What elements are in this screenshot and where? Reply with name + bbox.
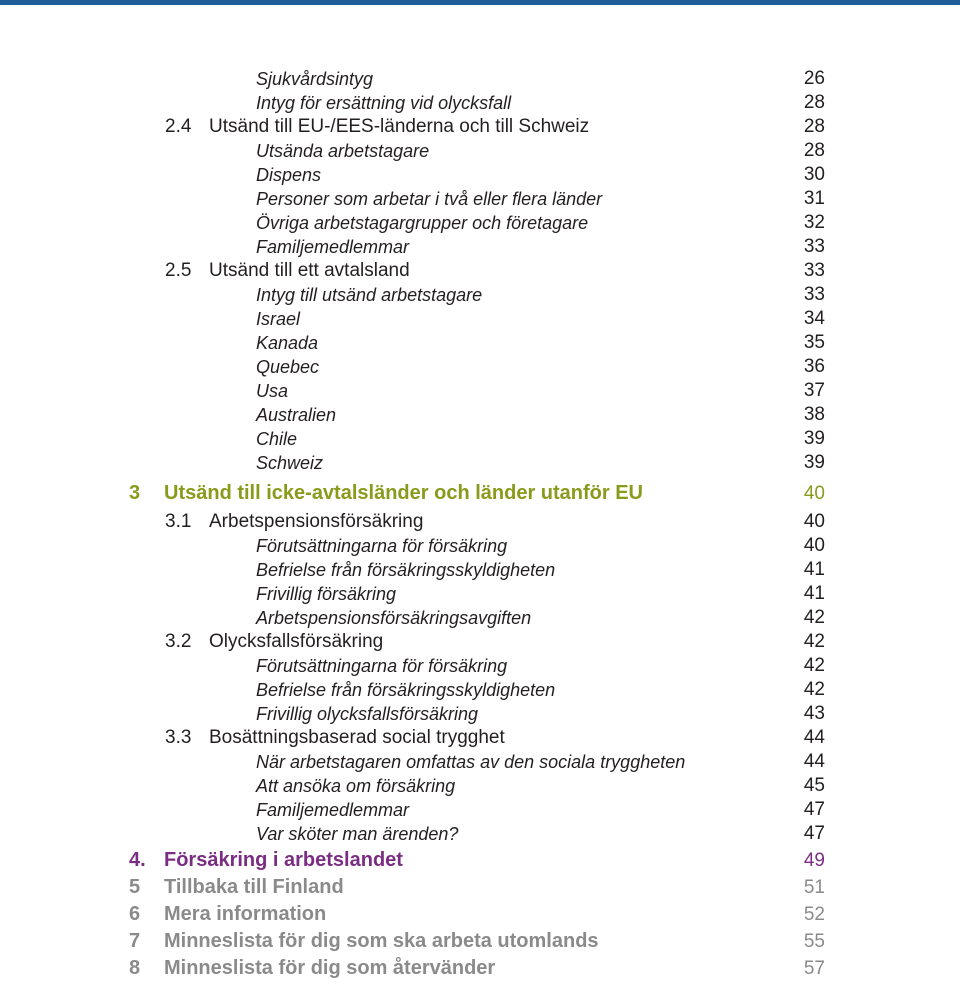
toc-entry [0,67,960,91]
toc-entry-page: 38 [803,404,825,425]
toc-entry [0,235,960,259]
toc-entry-title: Familjemedlemmar [256,800,410,820]
toc-entry [0,558,960,582]
toc-entry [0,187,960,211]
toc-entry-title: Mera information [164,903,327,925]
toc-entry-page: 36 [803,356,825,377]
toc-entry-title: Tillbaka till Finland [164,876,344,898]
toc-entry-page: 34 [803,308,825,329]
toc-entry-page: 49 [803,850,825,871]
toc-entry [0,901,960,928]
toc-entry-number: 8 [129,957,141,979]
toc-entry [0,259,960,283]
toc-entry-page: 28 [803,92,825,113]
toc-entry-title: Utsända arbetstagare [256,141,430,161]
toc-entry-title: Frivillig försäkring [256,584,397,604]
toc-entry-page: 47 [803,799,825,820]
toc-entry-page: 45 [803,775,825,796]
toc-entry-title: Utsänd till EU-/EES-länderna och till Schweiz [209,116,590,137]
toc-entry-page: 42 [803,631,825,652]
toc-entry [0,726,960,750]
toc-entry-title: Arbetspensionsförsäkringsavgiften [256,608,532,628]
toc-entry [0,91,960,115]
toc-entry-title: Sjukvårdsintyg [256,69,374,89]
toc-entry-page: 40 [803,483,825,504]
toc-entry-title: Australien [256,405,337,425]
toc-entry-number: 4. [129,849,146,871]
toc-entry-number: 3 [129,482,141,504]
toc-entry [0,534,960,558]
toc-entry [0,678,960,702]
toc-entry-number: 2.4 [165,116,192,137]
toc-entry-title: Personer som arbetar i två eller flera länder [256,189,603,209]
toc-entry-number: 3.1 [165,511,192,532]
toc-entry [0,403,960,427]
toc-entry-number: 2.5 [165,260,192,281]
toc-entry-title: Befrielse från försäkringsskyldigheten [256,680,556,700]
toc-entry-page: 51 [803,877,825,898]
toc-entry-page: 47 [803,823,825,844]
toc-entry-page: 39 [803,452,825,473]
toc-entry-title: Minneslista för dig som återvänder [164,957,496,979]
toc-entry [0,139,960,163]
toc-entry-page: 28 [803,140,825,161]
toc-entry-title: Var sköter man ärenden? [256,824,459,844]
toc-entry-title: Befrielse från försäkringsskyldigheten [256,560,556,580]
toc-entry-page: 39 [803,428,825,449]
toc-entry [0,331,960,355]
toc-entry-page: 41 [803,559,825,580]
toc-entry-title: Minneslista för dig som ska arbeta utomlands [164,930,599,952]
toc-entry [0,630,960,654]
toc-entry [0,211,960,235]
toc-entry-title: Quebec [256,357,320,377]
toc-entry-page: 40 [803,511,825,532]
top-color-bar [0,0,960,5]
toc-entry-page: 44 [803,751,825,772]
toc-entry-page: 42 [803,679,825,700]
toc-entry-page: 52 [803,904,825,925]
toc-entry [0,702,960,726]
toc-entry [0,307,960,331]
toc-entry-title: Arbetspensionsförsäkring [209,511,424,532]
toc-entry [0,774,960,798]
toc-entry [0,874,960,901]
toc-entry-title: Dispens [256,165,322,185]
toc-entry-title: Förutsättningarna för försäkring [256,536,508,556]
toc-entry [0,928,960,955]
toc-entry-title: Att ansöka om försäkring [256,776,456,796]
toc-entry [0,379,960,403]
toc-entry-title: Intyg till utsänd arbetstagare [256,285,483,305]
toc-entry [0,355,960,379]
toc-entry [0,654,960,678]
toc-entry-title: Usa [256,381,289,401]
toc-entry-title: Intyg för ersättning vid olycksfall [256,93,512,113]
toc-entry-title: När arbetstagaren omfattas av den sociala tryggheten [256,752,686,772]
toc-entry-title: Familjemedlemmar [256,237,410,257]
toc-entry-title: Utsänd till icke-avtalsländer och länder utanför EU [164,482,644,504]
toc-entry [0,582,960,606]
toc-entry-page: 31 [803,188,825,209]
toc-entry-title: Schweiz [256,453,324,473]
toc-entry-title: Israel [256,309,301,329]
toc-entry-page: 32 [803,212,825,233]
table-of-contents [0,67,960,982]
toc-entry [0,822,960,846]
toc-entry [0,750,960,774]
toc-entry [0,283,960,307]
toc-entry [0,480,960,507]
toc-entry [0,427,960,451]
toc-entry-page: 37 [803,380,825,401]
toc-entry-page: 30 [803,164,825,185]
toc-entry-page: 33 [803,260,825,281]
toc-entry-page: 33 [803,284,825,305]
toc-entry [0,606,960,630]
toc-entry-page: 57 [803,958,825,979]
toc-entry-title: Frivillig olycksfallsförsäkring [256,704,479,724]
toc-entry [0,955,960,982]
toc-entry-page: 43 [803,703,825,724]
toc-entry-page: 35 [803,332,825,353]
toc-entry-page: 44 [803,727,825,748]
toc-entry-page: 42 [803,607,825,628]
toc-entry-page: 33 [803,236,825,257]
toc-entry-page: 42 [803,655,825,676]
toc-entry-title: Försäkring i arbetslandet [164,849,403,871]
toc-entry-title: Olycksfallsförsäkring [209,631,384,652]
toc-entry-page: 41 [803,583,825,604]
toc-entry-title: Övriga arbetstagargrupper och företagare [256,213,589,233]
toc-entry [0,798,960,822]
toc-entry-title: Kanada [256,333,319,353]
toc-entry [0,163,960,187]
toc-entry-page: 26 [803,68,825,89]
toc-entry-page: 28 [803,116,825,137]
toc-entry [0,847,960,874]
toc-entry-title: Bosättningsbaserad social trygghet [209,727,505,748]
toc-entry [0,115,960,139]
toc-entry-number: 6 [129,903,141,925]
toc-entry-number: 5 [129,876,141,898]
toc-entry [0,510,960,534]
toc-entry-page: 40 [803,535,825,556]
toc-entry-title: Utsänd till ett avtalsland [209,260,410,281]
toc-entry-title: Förutsättningarna för försäkring [256,656,508,676]
toc-entry-number: 7 [129,930,141,952]
toc-entry-number: 3.2 [165,631,192,652]
toc-entry-number: 3.3 [165,727,192,748]
toc-entry-title: Chile [256,429,298,449]
toc-entry-page: 55 [803,931,825,952]
toc-entry [0,451,960,475]
